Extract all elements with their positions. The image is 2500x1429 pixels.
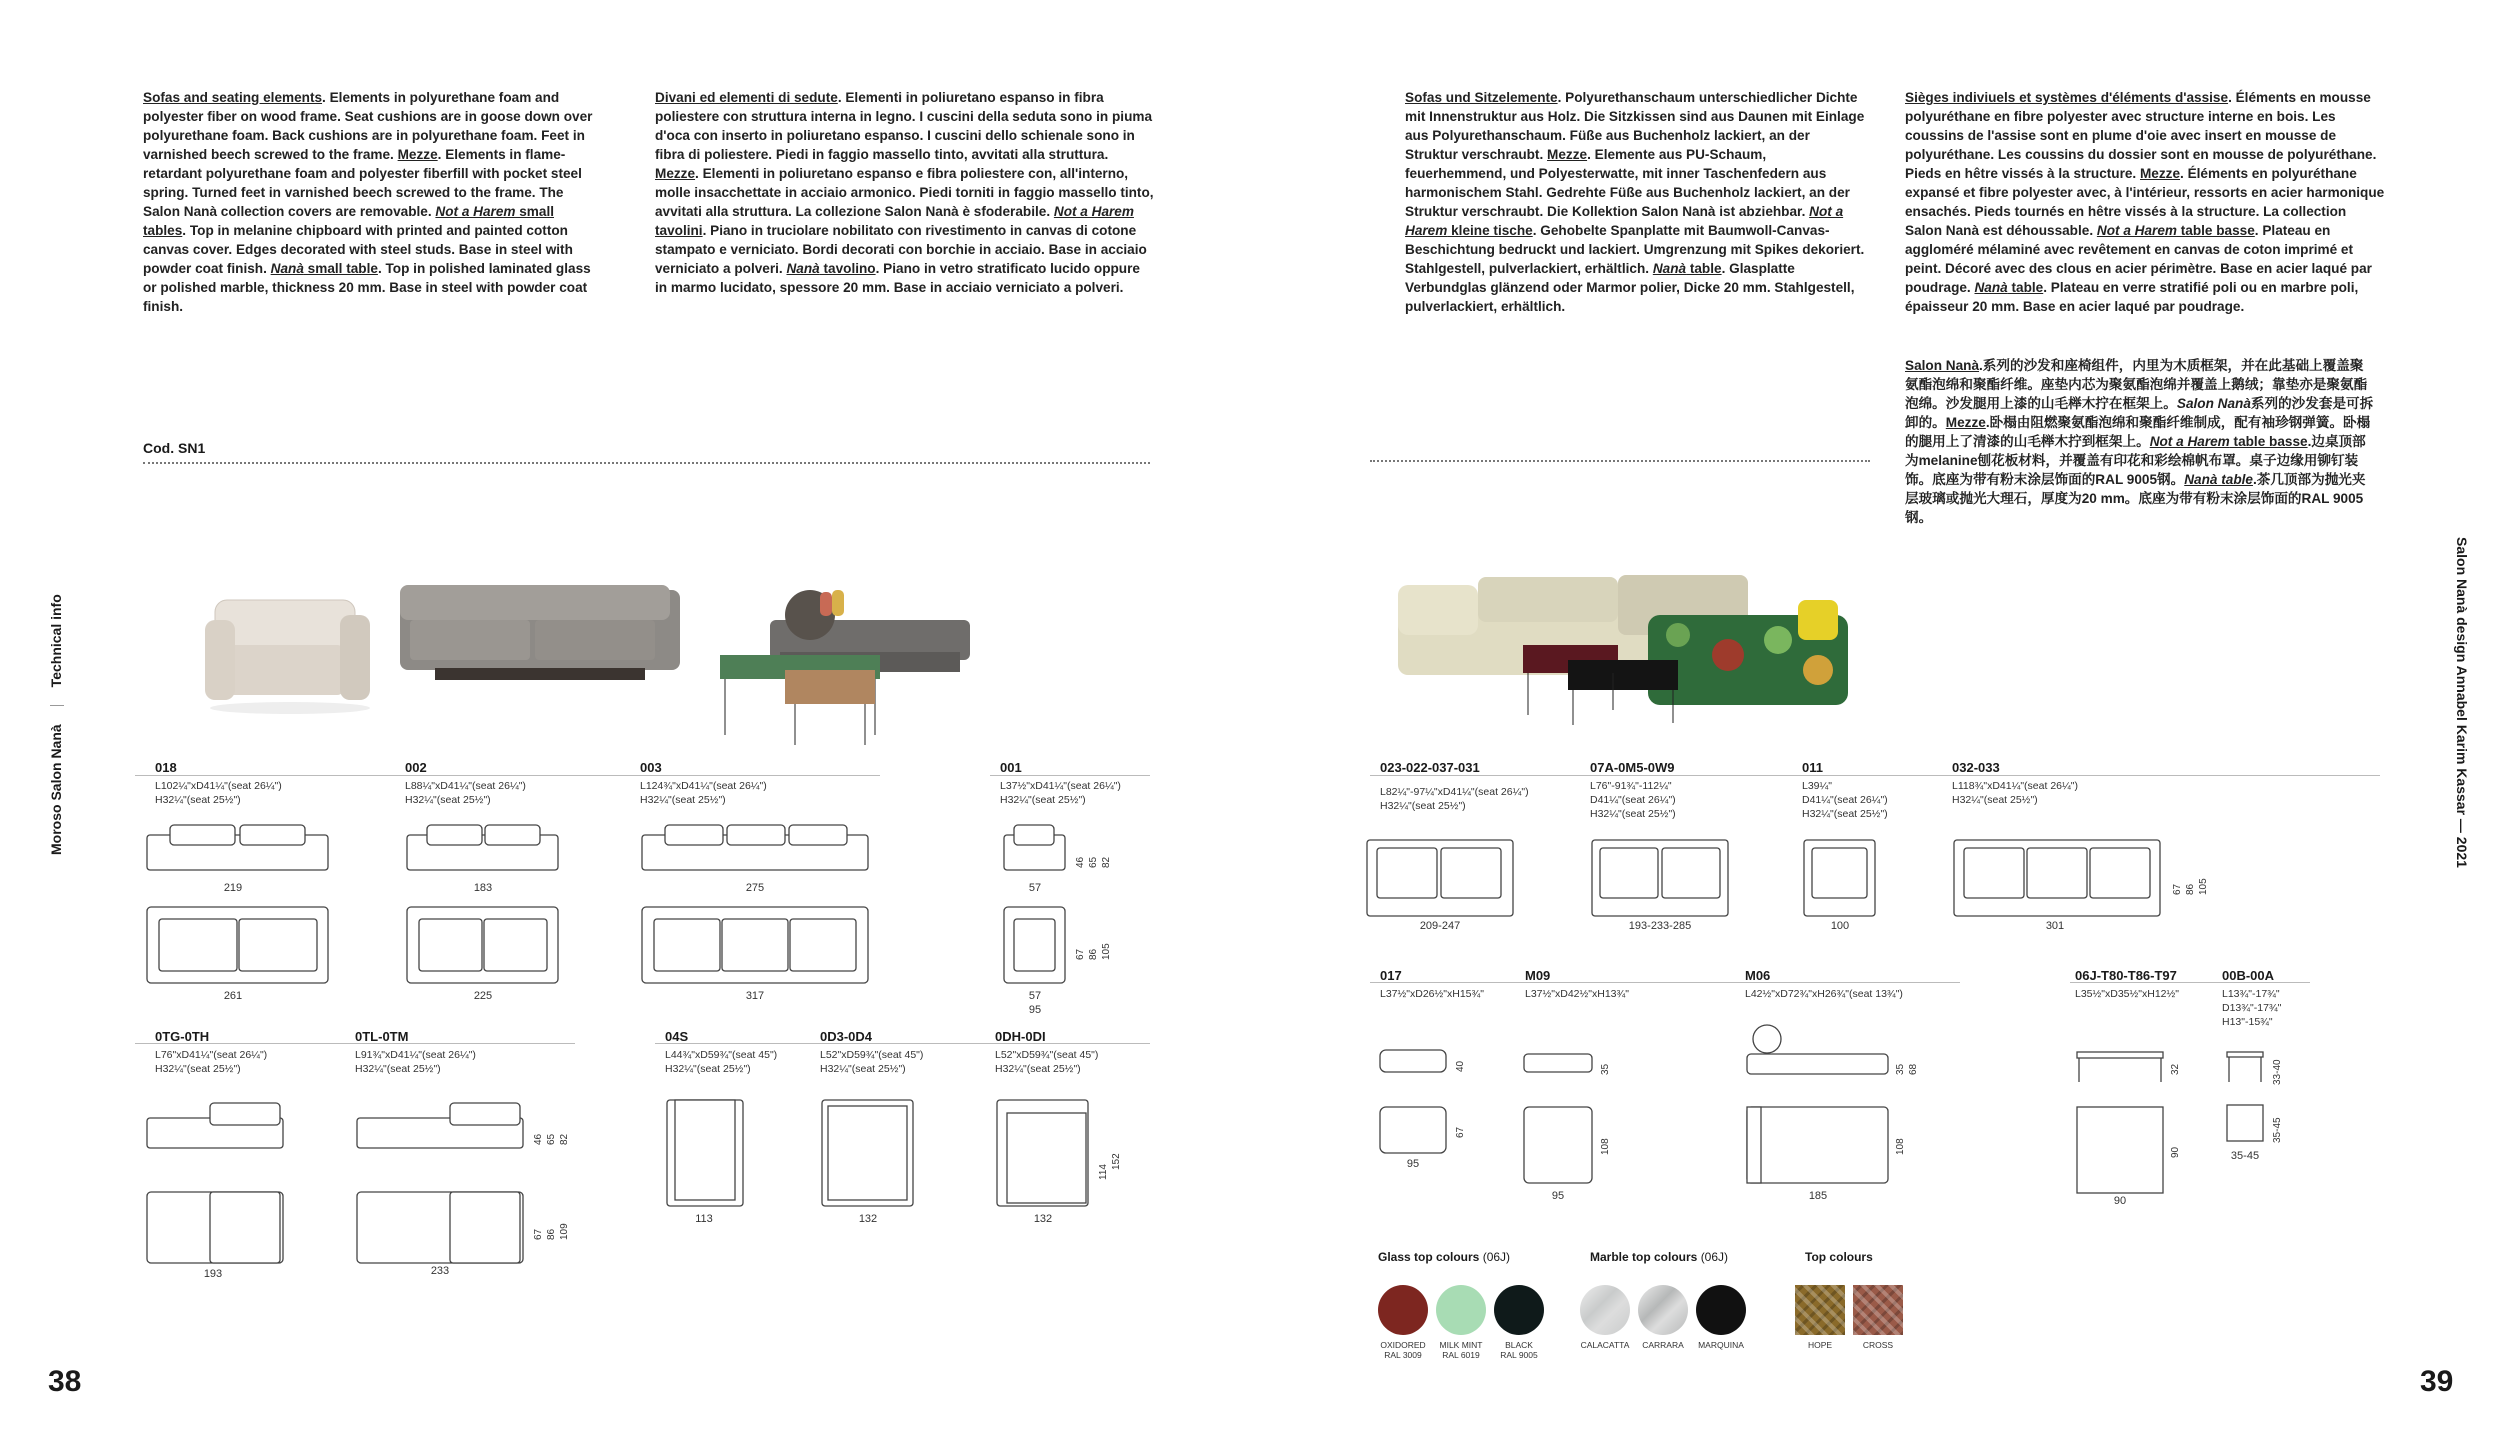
colour-swatch-calacatta [1580, 1285, 1630, 1335]
drawing-0TL-plan [355, 1190, 525, 1265]
heading-nana: Nanà [270, 261, 304, 276]
armchair-image [205, 600, 370, 714]
dim-label: 301 [2045, 920, 2065, 932]
dim-label: 65 [1088, 856, 1099, 868]
heading-harem: Not a Harem [1053, 204, 1134, 219]
text-body: . Elementi in poliuretano espanso in fibra poliestere con struttura interna in legno. I cuscini della seduta sono in piuma d'oca con inserto in poliuretano espanso. I cuscini dello schienale sono in fibra di poliestere. Piedi in faggio massello tinto, avvitati alla struttura. [655, 90, 1153, 162]
dim-label: 95 [1551, 1190, 1565, 1202]
drawing-0TG-front [145, 1098, 285, 1153]
brand-name: Salon Nanà [2176, 396, 2251, 411]
text-german [1405, 88, 1865, 316]
text-body: .边桌顶部为melanine刨花板材料，并覆盖有印花和彩绘棉帆布罩。桌子边缘用铆钉装饰。底座为带有粉末涂层饰面的RAL 9005钢。 [1905, 434, 2366, 487]
dim-label: 152 [1111, 1153, 1122, 1170]
item-code: 0TL-0TM [355, 1029, 409, 1044]
colour-swatch-carrara [1638, 1285, 1688, 1335]
page-number-right: 39 [2420, 1365, 2454, 1398]
text-chinese [1905, 356, 2375, 527]
item-dims: L42½"xD72¾"xH26¾"(seat 13¾") [1745, 988, 1903, 1000]
dim-label: 57 [1028, 990, 1042, 1002]
drawing-0TL-front [355, 1098, 525, 1153]
heading-harem-suffix: table basse [2229, 434, 2308, 449]
dim-label: 86 [2185, 883, 2196, 895]
item-dims: L76"-91¾"-112¼" D41¼"(seat 26¼") H32¼"(seat 25½") [1590, 780, 1676, 820]
dim-label: 275 [745, 882, 765, 894]
dim-label: 82 [559, 1133, 570, 1145]
text-body: . Plateau en aggloméré mélaminé avec revêtement en canvas de coton imprimé et peint. Décoré avec des clous en acier périmètre. Base en acier laqué par poudrage. [1905, 223, 2372, 295]
divider [1370, 460, 1870, 462]
heading-mezze: Mezze [2139, 166, 2181, 181]
text-english [143, 88, 593, 316]
heading-nana-suffix: small table [303, 261, 378, 276]
text-body: .卧榻由阻燃聚氨酯泡绵和聚酯纤维制成，配有袖珍钢弹簧。卧榻的腿用上了清漆的山毛榉木拧到框架上。 [1905, 415, 2371, 449]
dim-label: 68 [1908, 1063, 1919, 1075]
title-text: Marble top colours [1590, 1250, 1701, 1264]
dim-label: 193-233-285 [1628, 920, 1692, 932]
dim-label: 67 [1455, 1126, 1466, 1138]
heading-harem-suffix: tavolini [655, 223, 703, 238]
colour-label: CROSS [1862, 1340, 1894, 1350]
colour-swatch-milk-mint [1436, 1285, 1486, 1335]
dim-label: 35-45 [2272, 1117, 2283, 1143]
dim-label: 185 [1808, 1190, 1828, 1202]
drawing-M06-plan [1745, 1105, 1890, 1185]
drawing-00B-plan [2225, 1103, 2265, 1143]
heading-harem: Not a Harem [435, 204, 516, 219]
item-dims: L76"xD41¼"(seat 26¼") H32¼"(seat 25½") [155, 1049, 268, 1075]
dim-label: 132 [858, 1213, 878, 1225]
heading-nana: Nanà [786, 261, 820, 276]
drawing-003-front [640, 820, 870, 875]
item-code: 0TG-0TH [155, 1029, 210, 1044]
drawing-04S-plan [665, 1098, 745, 1208]
item-code: 018 [155, 760, 177, 775]
drawing-0TG-plan [145, 1190, 285, 1265]
heading-nana: Nanà [1974, 280, 2008, 295]
glass-colours-title [1378, 1250, 1510, 1264]
heading-harem: Not a Harem [1405, 204, 1844, 238]
item-dims: L13¾"-17¾" D13¾"-17¾" H13"-15¾" [2222, 988, 2282, 1028]
rule [135, 775, 880, 776]
cod-label: Cod. SN1 [143, 440, 206, 456]
drawing-07A-front [1590, 838, 1730, 918]
dim-label: 67 [533, 1228, 544, 1240]
text-body: . Elemente aus PU-Schaum, feuerhemmend, und Polyesterwatte, mit inner Taschenfedern aus harmonischem Stahl. Gedrehte Füße aus Buchenholz lackiert, an der Struktur verschraubt. Die Kollektion Salon Nanà ist abziehbar. [1405, 147, 1850, 219]
colour-swatch-oxidored [1378, 1285, 1428, 1335]
heading-sofas: Sofas and seating elements [143, 90, 323, 105]
text-body: .茶几顶部为抛光夹层玻璃或抛光大理石，厚度为20 mm。底座为带有粉末涂层饰面的RAL 9005钢。 [1905, 472, 2366, 525]
item-dims: L118¾"xD41¼"(seat 26¼") H32¼"(seat 25½") [1952, 780, 2078, 806]
item-dims: L37½"xD41¼"(seat 26¼") H32¼"(seat 25½") [1000, 780, 1121, 806]
item-code: 023-022-037-031 [1380, 760, 1480, 775]
drawing-M09-front [1522, 1052, 1594, 1080]
dim-label: 46 [1075, 856, 1086, 868]
dim-label: 65 [546, 1133, 557, 1145]
dim-label: 225 [473, 990, 493, 1002]
item-dims: L82¼"-97¼"xD41¼"(seat 26¼") H32¼"(seat 25½") [1380, 786, 1529, 812]
drawing-0DH-plan [995, 1098, 1090, 1208]
text-body: . Elements in polyurethane foam and polyester fiber on wood frame. Seat cushions are in goose down over polyurethane foam. Back cushions are in polyurethane foam. Feet in varnished beech screwed to the frame. [143, 90, 593, 162]
dim-label: 32 [2170, 1063, 2181, 1075]
side-label-left [48, 594, 64, 855]
dim-label: 105 [1101, 943, 1112, 960]
dim-label: 109 [559, 1223, 570, 1240]
item-dims: L37½"xD26½"xH15¾" [1380, 988, 1484, 1000]
dim-label: 86 [546, 1228, 557, 1240]
item-code: 003 [640, 760, 662, 775]
text-body: . Éléments en mousse polyuréthane en fibre polyester avec structure interne en bois. Les coussins de l'assise sont en plume d'oie avec insert en mousse de polyuréthane. Les coussins du dossier sont en mousse de polyuréthane. Pieds en hêtre vissés à la structure. [1905, 90, 2377, 181]
heading-mezze: Mezze [1547, 147, 1588, 162]
text-body: .系列的沙发和座椅组件，内里为木质框架，并在此基础上覆盖聚氨酯泡绵和聚酯纤维。座垫内芯为聚氨酯泡绵并覆盖上鹅绒；靠垫亦是聚氨酯泡绵。沙发腿用上漆的山毛榉木拧在框架上。 [1905, 358, 2368, 411]
dim-label: 219 [223, 882, 243, 894]
dim-label: 132 [1033, 1213, 1053, 1225]
heading-nana: Nanà table [2184, 472, 2253, 487]
dim-label: 67 [1075, 948, 1086, 960]
drawing-00B-front [2225, 1050, 2265, 1085]
marble-colours-title [1590, 1250, 1728, 1264]
text-body: . Piano in truciolare nobilitato con rivestimento in canvas di cotone stampato e verniciato. Bordi decorati con borchie in acciaio. Base in acciaio verniciato a polveri. [655, 223, 1147, 276]
heading-mezze: Mezze [655, 166, 696, 181]
photo-right-collection [1378, 555, 1878, 730]
title-text: Glass top colours [1378, 1250, 1483, 1264]
heading-sofas: Sofas und Sitzelemente [1405, 90, 1558, 105]
colour-label: CALACATTA [1580, 1340, 1630, 1350]
item-dims: L39¼" D41¼"(seat 26¼") H32¼"(seat 25½") [1802, 780, 1888, 820]
drawing-023-front [1365, 838, 1515, 918]
divider [143, 462, 1150, 464]
item-dims: L35½"xD35½"xH12½" [2075, 988, 2179, 1000]
drawing-06J-front [2075, 1050, 2165, 1085]
item-code: 001 [1000, 760, 1022, 775]
dim-label: 90 [2113, 1195, 2127, 1207]
mezze-image [720, 590, 970, 745]
colour-swatch-hope [1795, 1285, 1845, 1335]
drawing-0D3-plan [820, 1098, 915, 1208]
drawing-011-front [1802, 838, 1877, 918]
item-code: 06J-T80-T86-T97 [2075, 968, 2177, 983]
colour-label: MARQUINA [1698, 1340, 1744, 1350]
dim-label: 57 [1028, 882, 1042, 894]
colour-swatch-marquina [1696, 1285, 1746, 1335]
drawing-002-plan [405, 905, 560, 985]
rule [990, 775, 1150, 776]
dim-label: 261 [223, 990, 243, 1002]
heading-harem-suffix: small tables [143, 204, 555, 238]
rule [655, 1043, 1150, 1044]
heading-sofas: Salon Nanà [1905, 358, 1980, 373]
heading-nana-suffix: table [2007, 280, 2044, 295]
item-code: 002 [405, 760, 427, 775]
dim-label: 114 [1098, 1164, 1109, 1180]
dim-label: 108 [1600, 1138, 1611, 1155]
item-dims: L88¼"xD41¼"(seat 26¼") H32¼"(seat 25½") [405, 780, 526, 806]
colour-label: BLACK RAL 9005 [1500, 1340, 1538, 1360]
text-body: . Gehobelte Spanplatte mit Baumwoll-Canvas-Beschichtung bedruckt und lackiert. Umgrenzung mit Spikes dekoriert. Stahlgestell, pulverlackiert, erhältlich. [1405, 223, 1865, 276]
drawing-M06-front [1745, 1022, 1890, 1082]
item-code: M09 [1525, 968, 1551, 983]
colour-label: MILK MINT RAL 6019 [1439, 1340, 1483, 1360]
item-code: 00B-00A [2222, 968, 2275, 983]
dim-label: 90 [2170, 1146, 2181, 1158]
title-code: (06J) [1700, 1250, 1729, 1264]
sofa-image [400, 585, 680, 680]
heading-harem: Not a Harem [2096, 223, 2177, 238]
dim-label: 317 [745, 990, 765, 1002]
item-dims: L52"xD59¾"(seat 45") H32¼"(seat 25½") [820, 1049, 924, 1075]
text-body: 系列的沙发套是可拆卸的。 [1905, 396, 2374, 430]
item-dims: L124¾"xD41¼"(seat 26¼") H32¼"(seat 25½") [640, 780, 767, 806]
drawing-032-front [1952, 838, 2162, 918]
text-body: . Éléments en polyuréthane expansé et fibre polyester avec, à l'intérieur, ressorts en acier harmonique ensachés. Pieds tournés en hêtre vissés à la structure. La collection Salon Nanà est déhoussable. [1905, 166, 2385, 238]
item-code: 0DH-0DI [995, 1029, 1046, 1044]
dim-label: 113 [695, 1213, 713, 1225]
drawing-018-plan [145, 905, 330, 985]
item-code: 07A-0M5-0W9 [1590, 760, 1675, 775]
dim-label: 100 [1830, 920, 1850, 932]
title-code: (06J) [1482, 1250, 1511, 1264]
heading-nana-suffix: tavolino [819, 261, 876, 276]
drawing-017-front [1378, 1048, 1448, 1078]
item-code: 017 [1380, 968, 1402, 983]
side-label-right: Salon Nanà design Annabel Karim Kassar — 2021 [2454, 537, 2470, 868]
dim-label: 35 [1895, 1063, 1906, 1075]
section-label: Technical info [48, 594, 64, 688]
item-dims: L102¼"xD41¼"(seat 26¼") H32¼"(seat 25½") [155, 780, 282, 806]
page-number-left: 38 [48, 1365, 82, 1398]
dim-label: 108 [1895, 1138, 1906, 1155]
heading-harem-suffix: kleine tische [1447, 223, 1533, 238]
dim-label: 193 [203, 1268, 223, 1280]
drawing-M09-plan [1522, 1105, 1594, 1185]
text-body: . Top in melanine chipboard with printed and painted cotton canvas cover. Edges decorated with steel studs. Base in steel with powder coat finish. [143, 223, 573, 276]
dim-label: 233 [430, 1265, 450, 1277]
dim-label: 105 [2198, 878, 2209, 895]
heading-nana-suffix: table [1686, 261, 1722, 276]
heading-mezze: Mezze [1945, 415, 1986, 430]
text-body: . Glasplatte Verbundglas glänzend oder Marmor polier, Dicke 20 mm. Stahlgestell, pulverlackiert, erhältlich. [1405, 261, 1855, 314]
text-body: . Polyurethanschaum unterschiedlicher Dichte mit Innenstruktur aus Holz. Die Sitzkissen sind aus Daunen mit Einlage aus Polyurethanschaum. Füße aus Buchenholz lackiert, an der Struktur verschraubt. [1405, 90, 1865, 162]
dim-label: 35 [1600, 1063, 1611, 1075]
text-body: . Top in polished laminated glass or polished marble, thickness 20 mm. Base in steel with powder coat finish. [143, 261, 591, 314]
rule [1370, 982, 1960, 983]
colour-label: CARRARA [1642, 1340, 1684, 1350]
heading-sofas: Sièges indiviuels et systèmes d'éléments d'assise [1905, 90, 2229, 105]
dim-label: 209-247 [1419, 920, 1461, 932]
colour-swatch-black [1494, 1285, 1544, 1335]
dim-label: 95 [1406, 1158, 1420, 1170]
item-dims: L91¾"xD41¼"(seat 26¼") H32¼"(seat 25½") [355, 1049, 476, 1075]
drawing-003-plan [640, 905, 870, 985]
brand-label: Moroso Salon Nanà [48, 724, 64, 855]
dim-label: 67 [2172, 883, 2183, 895]
text-body: . Plateau en verre stratifié poli ou en marbre poli, épaisseur 20 mm. Base en acier laqué par poudrage. [1905, 280, 2359, 314]
item-code: M06 [1745, 968, 1771, 983]
dim-label: 86 [1088, 948, 1099, 960]
photo-left-collection [200, 560, 980, 745]
drawing-018-front [145, 820, 330, 875]
drawing-06J-plan [2075, 1105, 2165, 1195]
colour-label: HOPE [1807, 1340, 1833, 1350]
dim-label: 82 [1101, 856, 1112, 868]
text-body: . Elementi in poliuretano espanso e fibra poliestere con, all'interno, molle insacchettate in acciaio armonico. Piedi torniti in faggio massello tinto, avvitati alla struttura. La collezione Salon Nanà è sfoderabile. [655, 166, 1154, 219]
item-dims: L52"xD59¾"(seat 45") H32¼"(seat 25½") [995, 1049, 1099, 1075]
item-code: 0D3-0D4 [820, 1029, 873, 1044]
heading-nana: Nanà [1652, 261, 1687, 276]
item-dims: L44¾"xD59¾"(seat 45") H32¼"(seat 25½") [665, 1049, 778, 1075]
dim-label: 35-45 [2230, 1150, 2260, 1162]
item-code: 011 [1802, 760, 1823, 775]
top-colours-title: Top colours [1805, 1250, 1873, 1264]
text-body: . Piano in vetro stratificato lucido oppure in marmo lucidato, spessore 20 mm. Base in acciaio verniciato a polveri. [655, 261, 1140, 295]
heading-harem: Not a Harem [2149, 434, 2230, 449]
item-code: 04S [665, 1029, 689, 1044]
heading-mezze: Mezze [397, 147, 438, 162]
dim-label: 95 [1028, 1004, 1042, 1016]
dim-label: 183 [473, 882, 493, 894]
item-code: 032-033 [1952, 760, 2000, 775]
rule [1370, 775, 2380, 776]
dim-label: 46 [533, 1133, 544, 1145]
colour-swatch-cross [1853, 1285, 1903, 1335]
text-italian [655, 88, 1155, 297]
text-french [1905, 88, 2385, 316]
drawing-017-plan [1378, 1105, 1448, 1155]
dim-label: 40 [1455, 1060, 1466, 1072]
heading-sofas: Divani ed elementi di sedute [655, 90, 838, 105]
drawing-002-front [405, 820, 560, 875]
drawing-001-plan [1002, 905, 1067, 985]
heading-harem-suffix: table basse [2176, 223, 2255, 238]
drawing-001-front [1002, 820, 1067, 875]
text-body: . Elements in flame-retardant polyurethane foam and polyester fiberfill with pocket steel spring. Turned feet in varnished beech screwed to the frame. The Salon Nanà collection covers are removable. [143, 147, 582, 219]
colour-label: OXIDORED RAL 3009 [1380, 1340, 1426, 1360]
item-dims: L37½"xD42½"xH13¾" [1525, 988, 1629, 1000]
dim-label: 33-40 [2272, 1059, 2283, 1085]
